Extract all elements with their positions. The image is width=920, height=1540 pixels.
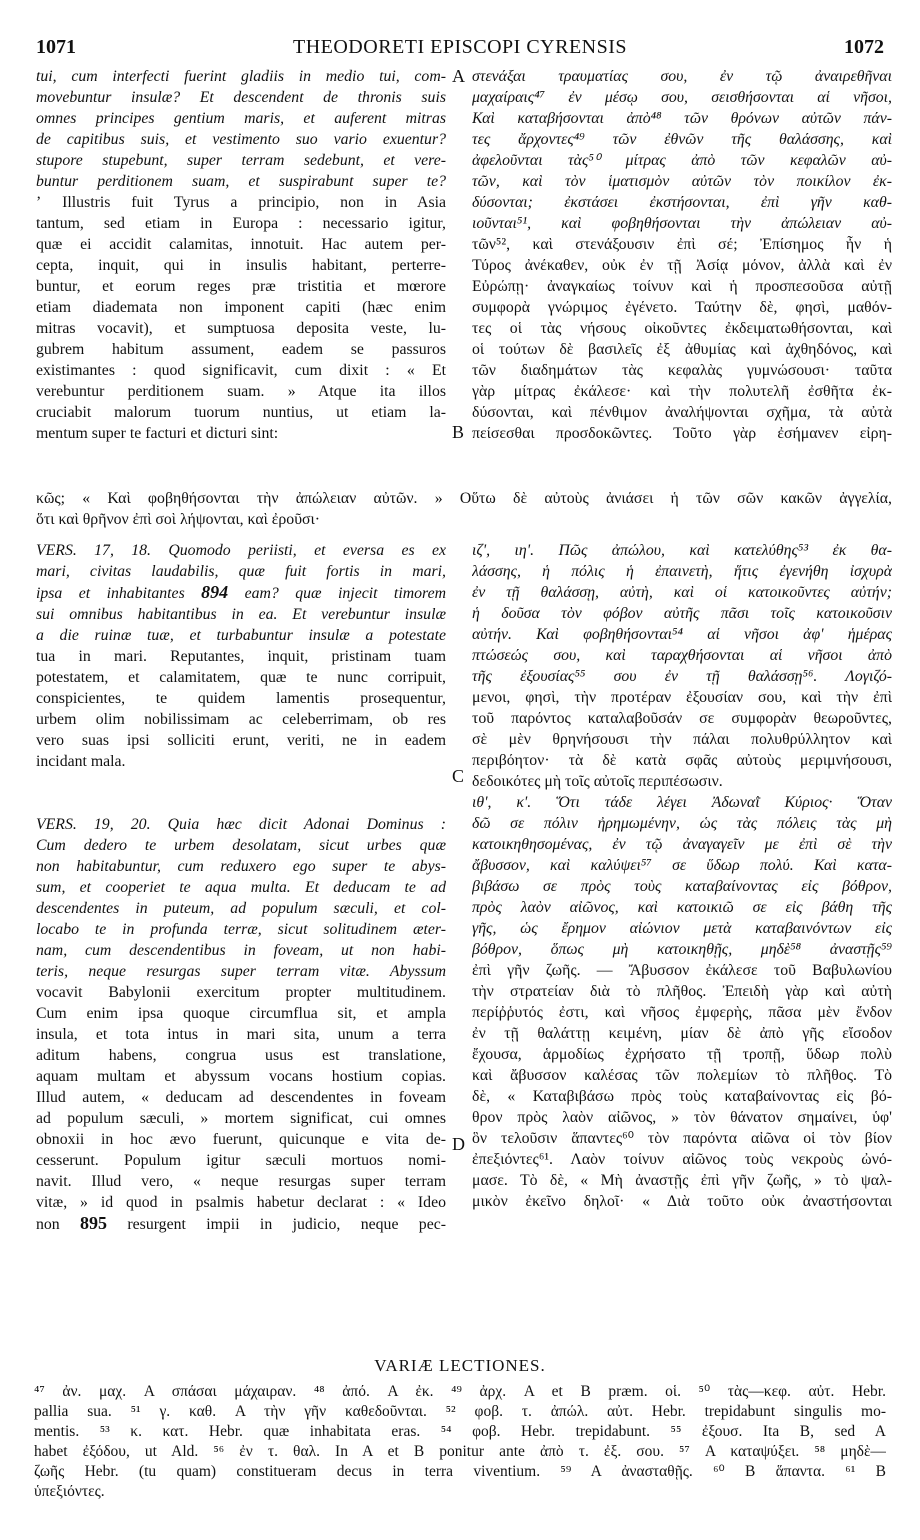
text-line: συμφορὰ γνώριμος ἐγένετο. Ταύτην δὲ, φησὶ, μαθόν- [472,299,892,316]
text-line: cesserunt. Populum igitur sæculi mortuos nomi- [36,1152,446,1169]
text-line: cruciabit malorum tuorum nuntius, ut etiam la- [36,404,446,421]
text-line: mitras vocavit), et sumptuosa deposita veste, lu- [36,320,446,337]
right-page-number: 1072 [844,36,884,58]
latin-column [36,66,446,444]
text-line: buntur, et eorum reges præ tristitia et mœrore [36,278,446,295]
text-line: omnes principes gentium maris, et auferent mitras [36,110,446,127]
text-line: quæ ei accidit calamitas, innotuit. Hac autem per- [36,236,446,253]
text-line: δύσονται, καὶ πένθιμον ἀναλήψονται σχῆμα, τὰ αὐτὰ [472,404,892,421]
text-line: vero suas ipsi solliciti erunt, veriti, ne in eadem [36,732,446,749]
text-line: λάσσης, ἡ πόλις ἡ ἐπαινετὴ, ἥτις ἐγενήθη ἰσχυρὰ [472,563,892,580]
text-line: γὰρ μίτρας ἐκάλεσε· καὶ τὴν πολυτελῆ ἐσθῆτα ἐκ- [472,383,892,400]
text-line: πρὸς λαὸν αἰῶνος, καὶ κατοικιῶ σε εἰς βάθη τῆς [472,899,892,916]
text-line: ὃν τελοῦσιν ἅπαντες⁶⁰ τὸν παρόντα αἰῶνα οἱ τὸν βίον [472,1130,892,1147]
greek-block-2 [472,540,892,1212]
text-line: τες οἱ τὰς νήσους οἰκοῦντες ἐκδειματωθήσονται, καὶ [472,320,892,337]
text-line: μασε. Τὸ δὲ, « Μὴ ἀναστῇς ἐπὶ γῆν ζωῆς, » τὸ ψαλ- [472,1172,892,1189]
text-line: τῶν⁵², καὶ στενάξουσιν ἐπὶ σέ; Ἐπίσημος ἦν ἡ [472,236,892,253]
text-line: σὲ μὲν θρηνήσουσι τὴν πάλαι πολυθρύλλητον καὶ [472,731,892,748]
full-width-lines [36,488,892,530]
text-line: mari, civitas laudabilis, quæ fuit fortis in mari, [36,563,446,580]
text-line: ἄβυσσον, καὶ καλύψει⁵⁷ σε ὕδωρ πολύ. Καὶ κατα- [472,857,892,874]
text-line: βόθρον, ὅπως μὴ κατοικηθῇς, μηδὲ⁵⁸ ἀναστῇς⁵⁹ [472,941,892,958]
text-line: τες ἄρχοντες⁴⁹ τῶν ἐθνῶν τῆς θαλάσσης, καὶ [472,131,892,148]
variae-lectiones-notes [34,1382,886,1502]
column-number: 894 [201,582,229,602]
text-line: stupore stupebunt, super terram sedebunt, et vere- [36,152,446,169]
text-line: aquam multam et abyssum vocans hostium copias. [36,1068,446,1085]
variae-lectiones-title: VARIÆ LECTIONES. [374,1356,546,1375]
text-line: Εὐρώπῃ· ἀναγκαίως τοίνυν καὶ ἡ προσπεσοῦσα αὐτῇ [472,278,892,295]
text-line: τῶν διαδημάτων τὰς κεφαλὰς γυμνώσουσι· ταῦτα [472,362,892,379]
latin-block-1 [36,66,446,444]
margin-marker-c: C [452,766,465,786]
text-line: a die ruinæ tuæ, et turbabuntur insulæ a potestate [36,627,446,644]
text-line: obnoxii in hoc ævo fuerunt, quicunque e vita de- [36,1131,446,1148]
text-line: μενοι, φησὶ, τὴν προτέραν ἐξουσίαν σου, καὶ τὴν ἐπὶ [472,689,892,706]
text-line: ιοῦνται⁵¹, καὶ φοβηθήσονται τὴν ἀπώλειαν αὐ- [472,215,892,232]
text-line: κατοικηθησομένας, ἐν τῷ ἀναγαγεῖν με ἐπὶ σὲ τὴν [472,836,892,853]
text-line: τὴν στρατείαν διὰ τὸ πλῆθος. Ἐπειδὴ γὰρ καὶ αὐτὴ [472,983,892,1000]
text-line: τοῦ παρόντος καταλαβοῦσάν σε συμφορὰν θεωροῦντες, [472,710,892,727]
text-line: ιζ', ιη'. Πῶς ἀπώλου, καὶ κατελύθης⁵³ ἐκ θα- [472,542,892,559]
margin-marker-a: A [452,66,465,86]
note-line: habet ἐξόδου, ut Ald. ⁵⁶ ἐν τ. θαλ. In A et B ponitur ante ἀπὸ τ. ἐξ. σου. ⁵⁷ A καταψύξει. ⁵⁸ μηδὲ— [34,1443,886,1460]
text-line: sui omnibus habitantibus in ea. Et verebuntur insulæ [36,606,446,623]
greek-block-1 [472,66,892,444]
text-line: τῆς ἐξουσίας⁵⁵ σου ἐν τῇ θαλάσσῃ⁵⁶. Λογιζό- [472,668,892,685]
text-line: verebuntur perditionem suam. » Atque ita illos [36,383,446,400]
text-line: αὐτήν. Καὶ φοβηθήσονται⁵⁴ αἱ νῆσοι ἀφ' ἡμέρας [472,626,892,643]
text-line: στενάξαι τραυματίας σου, ἐν τῷ ἀναιρεθῆναι [472,68,892,85]
column-number: 895 [80,1213,108,1233]
text-line: περιβόητον· τὰ δὲ κατὰ σφᾶς αὐτοὺς μεριμνήσουσι, [472,752,892,769]
text-line: θρον πρὸς λαὸν αἰῶνος, » τὸν θάνατον σημαίνει, ὑφ' [472,1109,892,1126]
greek-column [472,66,892,444]
text-line: VERS. 17, 18. Quomodo periisti, et eversa es ex [36,542,446,559]
latin-block-2 [36,540,446,772]
text-line: Cum dedero te urbem desolatam, sicut urbes quæ [36,837,446,854]
text-line: δύσονται; ἐκστάσει ἐκστήσονται, ἐπὶ γῆν καθ- [472,194,892,211]
latin-column-2 [36,540,446,1235]
text-line: πτώσεώς σου, καὶ ταραχθήσονται αἱ νῆσοι ἀπὸ [472,647,892,664]
spacer [36,772,446,793]
text-line: ἐν τῇ θαλάττῃ κειμένη, μίαν δὲ ἀπὸ γῆς εἴσοδον [472,1025,892,1042]
text-line: ad populum sæculi, » mortem significat, cui omnes [36,1110,446,1127]
note-line: pallia sua. ⁵¹ γ. καθ. A τὴν γῆν καθεδοῦνται. ⁵² φοβ. τ. ἀπώλ. αὐτ. Hebr. trepidabunt singulis mo- [34,1403,886,1420]
text-line: ιθ', κ'. Ὅτι τάδε λέγει Ἀδωναῒ Κύριος· Ὅταν [472,794,892,811]
text-line: VERS. 19, 20. Quia hæc dicit Adonai Dominus : [36,816,446,833]
text-line: existimantes : quod significavit, cum dixit : « Et [36,362,446,379]
text-line: ʼ Illustris fuit Tyrus a principio, non in Asia [36,194,446,211]
text-line: μικὸν ἐκεῖνο δηλοῖ· « Διὰ τοῦτο οὐκ ἀναστήσονται [472,1193,892,1210]
text-line: μαχαίραις⁴⁷ ἐν μέσῳ σου, σεισθήσονται αἱ νῆσοι, [472,89,892,106]
text-line: conspicientes, te quidem lamentis prosequentur, [36,690,446,707]
latin-block-3 [36,814,446,1235]
text-line: γῆς, ὡς ἔρημον αἰώνιον μετὰ καταβαινόντων εἰς [472,920,892,937]
note-line: ⁴⁷ ἀν. μαχ. A σπάσαι μάχαιραν. ⁴⁸ ἀπό. A ἐκ. ⁴⁹ ἀρχ. A et B præm. οἱ. ⁵⁰ τὰς—κεφ. αὐτ. Hebr. [34,1383,886,1400]
spacer [36,793,446,814]
text-line: ἡ δοῦσα τὸν φόβον αὐτῆς πᾶσι τοῖς κατοικοῦσιν [472,605,892,622]
note-line: mentis. ⁵³ κ. κατ. Hebr. quæ inhabitata eras. ⁵⁴ φοβ. Hebr. trepidabunt. ⁵⁵ ἐξουσ. Ita B, sed A [34,1423,886,1440]
text-line: aditum habens, congrua usus est translatione, [36,1047,446,1064]
note-line: ζωῆς Hebr. (tu quam) constitueram decus in terra viventium. ⁵⁹ A ἀνασταθῇς. ⁶⁰ B ἅπαντα. ⁶¹ B [34,1463,886,1480]
text-line: πείσεσθαι προσδοκῶντες. Τοῦτο γὰρ ἐσήμανεν εἰρη- [472,425,892,442]
text-line: movebuntur insulæ? Et descendent de thronis suis [36,89,446,106]
text-line: non habitabuntur, cum reduxero ego super te abys- [36,858,446,875]
full-line: κῶς; « Καὶ φοβηθήσονται τὴν ἀπώλειαν αὐτῶν. » Οὕτω δὲ αὐτοὺς ἀνιάσει ἡ τῶν σῶν κακῶν ἀγγελία, [36,490,892,507]
text-line: δεδοικότες μὴ τοῖς αὐτοῖς περιπέσωσιν. [472,773,723,790]
text-line: καὶ ἄβυσσον καλέσας τῶν πολεμίων τὸ πλῆθος. Τὸ [472,1067,892,1084]
text-line: τῶν, καὶ τὸν ἱματισμὸν αὐτῶν τὸν ποικίλον ἐκ- [472,173,892,190]
text-line: cepta, inquit, qui in insulis habitant, perterre- [36,257,446,274]
text-line: buntur perditionem suam, et suspirabunt super te? [36,173,446,190]
running-title: THEODORETI EPISCOPI CYRENSIS [292,36,628,58]
text-line: teris, neque resurgas super terram vitæ. Abyssum [36,963,446,980]
text-line: tantum, sed etiam in Europa : necessario igitur, [36,215,446,232]
text-line: Cum enim ipsa quoque circumflua sit, et ampla [36,1005,446,1022]
text-line: δῶ σε πόλιν ἠρημωμένην, ὡς τὰς πόλεις τὰς μὴ [472,815,892,832]
text-line: navit. Illud vero, « neque resurgas super terram [36,1173,446,1190]
text-line: potestatem, et calamitatem, quæ te nunc corripuit, [36,669,446,686]
text-line: ἔχουσα, ἁρμοδίως ἐχρήσατο τῇ τροπῇ, ὕδωρ πολὺ [472,1046,892,1063]
text-line: mentum super te facturi et dicturi sint: [36,425,279,442]
text-line: vocavit Babylonii exercitum propter multitudinem. [36,984,446,1001]
text-line: Illud autem, « deducam ad descendentes in foveam [36,1089,446,1106]
text-line: ἐπεξιόντες⁶¹. Λαὸν τοίνυν αἰῶνος τοὺς νεκροὺς ὠνό- [472,1151,892,1168]
text-line: etiam diademata non imponent capiti (hæc enim [36,299,446,316]
text-line: περίῤῥυτός ἐστι, καὶ νῆσος ἐμφερὴς, πᾶσα μὲν ἔνδον [472,1004,892,1021]
text-line: ἐπὶ γῆν ζωῆς. — Ἄβυσσον ἐκάλεσε τοῦ Βαβυλωνίου [472,962,892,979]
text-line: descendentes in puteum, ad populum sæculi, et col- [36,900,446,917]
greek-column-2 [472,540,892,1212]
text-line: ipsa et inhabitantes 894 eam? quæ injecit timorem [36,582,446,602]
text-line: sum, et cooperiet te aqua multa. Et deducam te ad [36,879,446,896]
page-header [30,36,890,62]
text-line: ἀφελοῦνται τὰς⁵⁰ μίτρας ἀπὸ τῶν κεφαλῶν αὐ- [472,152,892,169]
note-line: ὑπεξιόντες. [34,1483,105,1500]
text-line: οἱ τούτων δὲ βασιλεῖς ἐξ ἀθυμίας καὶ ἀχθηδόνος, καὶ [472,341,892,358]
text-line: tui, cum interfecti fuerint gladiis in medio tui, com- [36,68,446,85]
text-line: ἐν τῇ θαλάσσῃ, αὐτὴ, καὶ οἱ κατοικοῦντες αὐτήν; [472,584,892,601]
text-line: vitæ, » id quod in psalmis habetur declarat : « Ideo [36,1194,446,1211]
text-line: Τύρος ἀνέκαθεν, οὐκ ἐν τῇ Ἀσίᾳ μόνον, ἀλλὰ καὶ ἐν [472,257,892,274]
text-line: locabo te in profunda terræ, sicut solitudinem æter- [36,921,446,938]
text-line: tua in mari. Reputantes, inquit, pristinam tuam [36,648,446,665]
full-line-2: ὅτι καὶ θρῆνον ἐπὶ σοὶ λήψονται, καὶ ἐροῦσι· [36,511,321,528]
text-line: incidant mala. [36,753,126,770]
text-line: Καὶ καταβήσονται ἀπὸ⁴⁸ τῶν θρόνων αὐτῶν πάν- [472,110,892,127]
text-line: non 895 resurgent impii in judicio, neque pec- [36,1213,446,1233]
text-line: insula, et tota intus in mari sita, unum a terra [36,1026,446,1043]
text-line: de capitibus suis, et vestimento suo vario exuentur? [36,131,446,148]
text-line: gubrem habitum assument, eadem se passuros [36,341,446,358]
text-line: βιβάσω σε πρὸς τοὺς καταβαίνοντας εἰς βόθρον, [472,878,892,895]
text-line: urbem olim nobilissimam ac celeberrimam, ob res [36,711,446,728]
margin-marker-b: B [452,422,465,442]
text-line: δὲ, « Καταβιβάσω πρὸς τοὺς καταβαίνοντας εἰς βό- [472,1088,892,1105]
left-page-number: 1071 [36,36,76,58]
text-line: nam, cum descendentibus in foveam, ut non habi- [36,942,446,959]
margin-marker-d: D [452,1134,465,1154]
